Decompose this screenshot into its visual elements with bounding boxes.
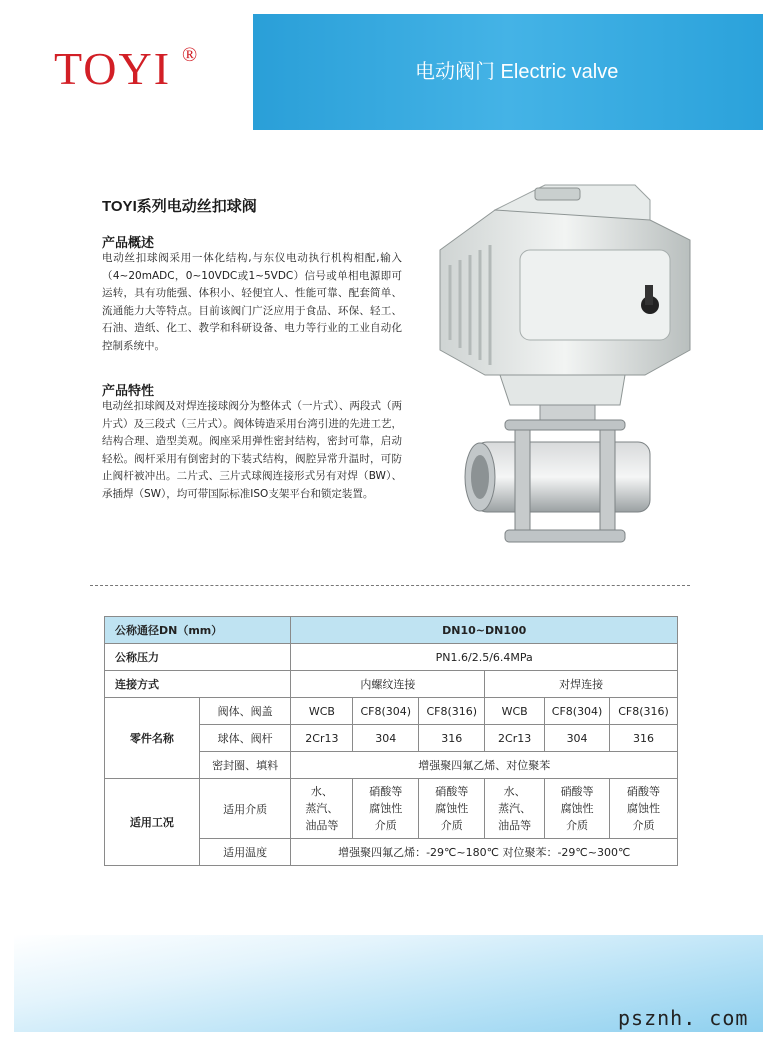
medium-cell	[419, 779, 485, 839]
medium-cell	[485, 779, 545, 839]
seal-value: 增强聚四氟乙烯、对位聚苯	[291, 752, 678, 779]
table-row	[105, 644, 678, 671]
temp-label: 适用温度	[199, 839, 291, 866]
cell-line: 腐蚀性	[627, 802, 661, 815]
table-row	[105, 779, 678, 839]
pressure-value: PN1.6/2.5/6.4MPa	[291, 644, 678, 671]
table-cell: 316	[419, 725, 485, 752]
cell-line: 硝酸等	[369, 785, 403, 798]
right-margin	[763, 14, 777, 130]
product-title: TOYI系列电动丝扣球阀	[102, 198, 257, 215]
pressure-label: 公称压力	[105, 644, 291, 671]
conditions-label: 适用工况	[105, 779, 200, 866]
cell-line: 腐蚀性	[435, 802, 469, 815]
conn-weld: 对焊连接	[485, 671, 678, 698]
conn-thread: 内螺纹连接	[291, 671, 485, 698]
medium-cell	[291, 779, 353, 839]
table-cell: CF8(316)	[610, 698, 678, 725]
registered-mark: ®	[182, 44, 198, 66]
spec-table	[104, 616, 678, 866]
cell-line: 介质	[374, 819, 397, 832]
table-cell: CF8(304)	[545, 698, 610, 725]
temp-value: 增强聚四氟乙烯：-29℃~180℃ 对位聚苯：-29℃~300℃	[291, 839, 678, 866]
cell-line: 腐蚀性	[560, 802, 594, 815]
cell-line: 硝酸等	[560, 785, 594, 798]
page-title: 电动阀门 Electric valve	[415, 61, 619, 83]
section-divider	[90, 585, 690, 586]
medium-label: 适用介质	[199, 779, 291, 839]
table-row	[105, 698, 678, 725]
table-cell: 316	[610, 725, 678, 752]
features-heading: 产品特性	[102, 384, 155, 399]
table-cell: WCB	[485, 698, 545, 725]
medium-cell	[610, 779, 678, 839]
cell-line: 介质	[632, 819, 655, 832]
table-row	[105, 617, 678, 644]
cell-line: 硝酸等	[435, 785, 469, 798]
cell-line: 硝酸等	[627, 785, 661, 798]
cell-line: 蒸汽、	[498, 802, 532, 815]
cell-line: 油品等	[305, 819, 339, 832]
dn-label: 公称通径DN（mm）	[105, 617, 291, 644]
dn-value: DN10~DN100	[291, 617, 678, 644]
table-cell: 304	[353, 725, 419, 752]
table-row	[105, 671, 678, 698]
cell-line: 介质	[440, 819, 463, 832]
table-cell: WCB	[291, 698, 353, 725]
overview-text: 电动丝扣球阀采用一体化结构,与东仪电动执行机构相配,输入（4~20mADC，0~10VDC或1~5VDC）信号或单相电源即可运转，具有功能强、体积小、轻便宜人、性能可靠、配套简单、流通能力大等特点。目前该阀门广泛应用于食品、环保、轻工、石油、造纸、化工、教学和科研设备、电力等行业的工业自动化控制系统中。	[102, 252, 402, 352]
brand-logo: TOYI	[54, 43, 172, 94]
table-cell: 2Cr13	[291, 725, 353, 752]
overview-heading: 产品概述	[102, 236, 155, 251]
medium-cell	[353, 779, 419, 839]
table-cell: CF8(316)	[419, 698, 485, 725]
watermark: psznh. com	[618, 1006, 749, 1030]
seal-label: 密封圈、填料	[199, 752, 291, 779]
cell-line: 水、	[503, 785, 526, 798]
table-cell: 2Cr13	[485, 725, 545, 752]
medium-cell	[545, 779, 610, 839]
conn-label: 连接方式	[105, 671, 291, 698]
cell-line: 介质	[566, 819, 589, 832]
ball-label: 球体、阀杆	[199, 725, 291, 752]
cell-line: 蒸汽、	[305, 802, 339, 815]
left-margin	[0, 14, 14, 130]
electric-valve-image	[425, 180, 695, 570]
cell-line: 油品等	[498, 819, 532, 832]
features-text: 电动丝扣球阀及对焊连接球阀分为整体式（一片式）、两段式（两片式）及三段式（三片式）。阀体铸造采用台湾引进的先进工艺，结构合理、造型美观。阀座采用弹性密封结构，密封可靠，启动轻松。阀杆采用有倒密封的下装式结构，阀腔异常升温时，可防止阀杆被冲出。二片式、三片式球阀连接形式另有对焊（BW）、承插焊（SW），均可带国际标准ISO支架平台和锁定装置。	[102, 400, 402, 500]
body-label: 阀体、阀盖	[199, 698, 291, 725]
table-cell: CF8(304)	[353, 698, 419, 725]
cell-line: 水、	[310, 785, 333, 798]
parts-label: 零件名称	[105, 698, 200, 779]
top-margin	[0, 0, 777, 14]
cell-line: 腐蚀性	[369, 802, 403, 815]
table-cell: 304	[545, 725, 610, 752]
